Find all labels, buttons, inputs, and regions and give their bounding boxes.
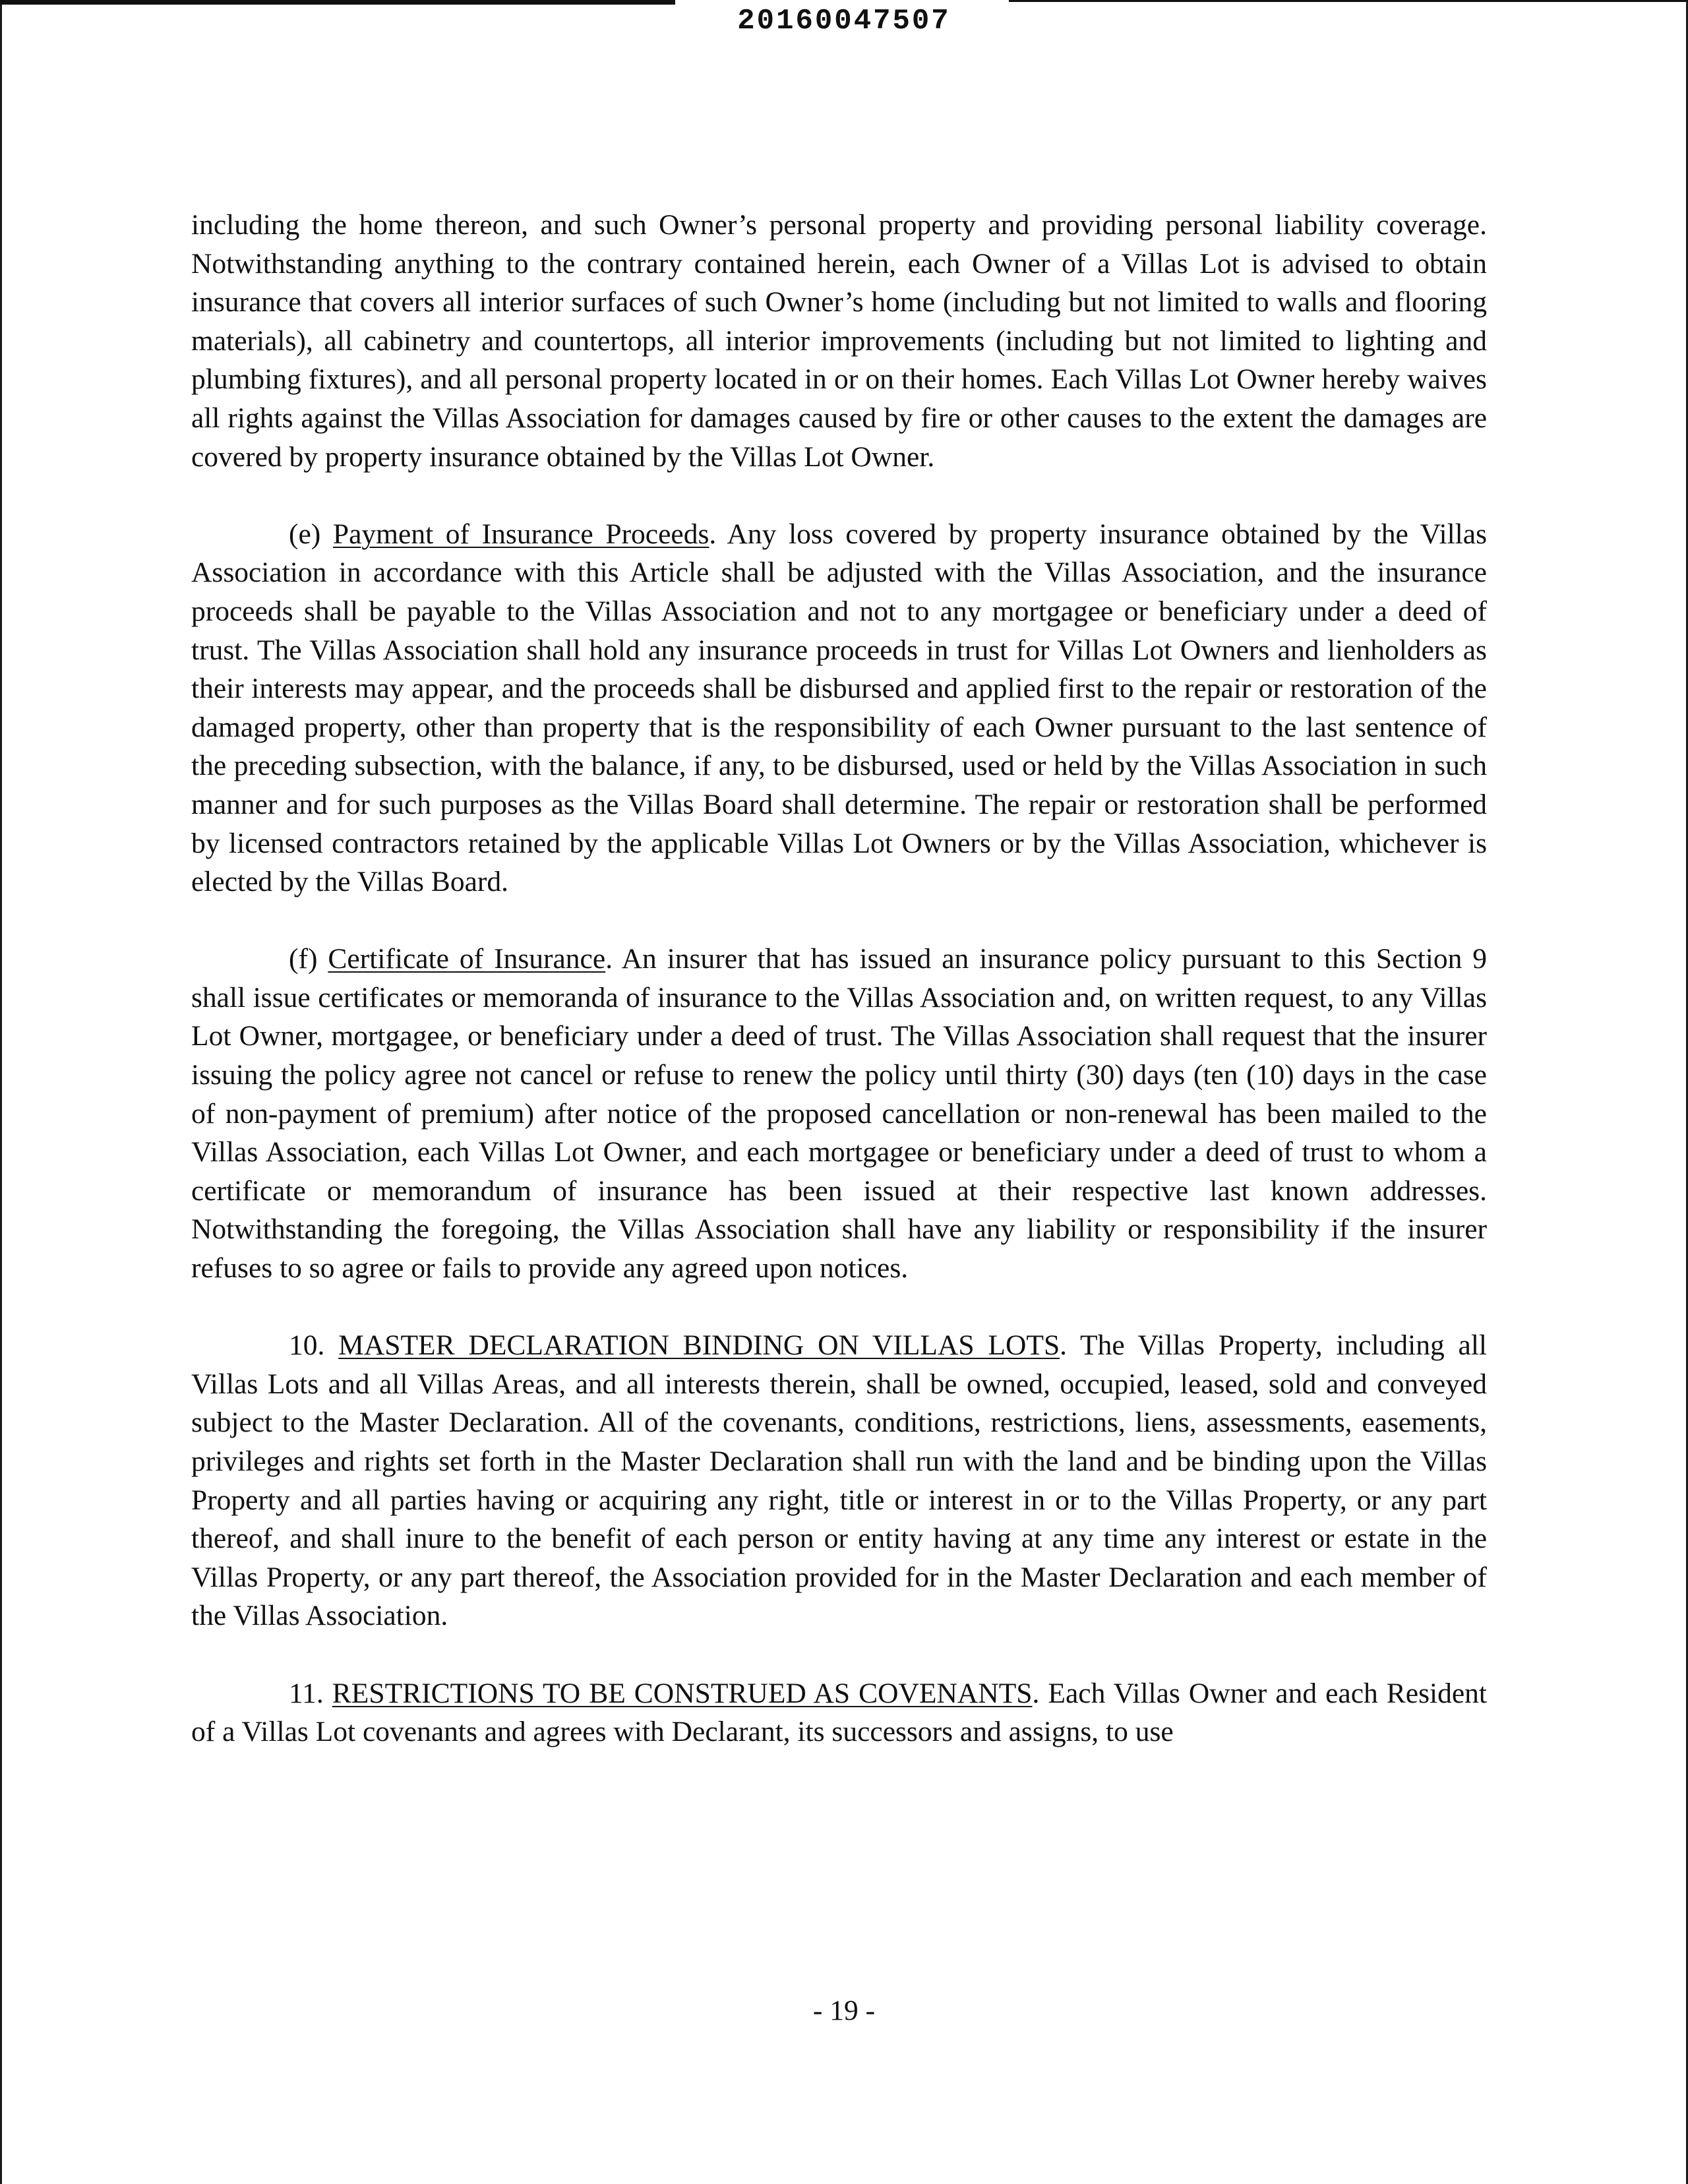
paragraph-11-restrictions [191,1674,1487,1751]
paragraph-text: . The Villas Property, including all Villas Lots and all Villas Areas, and all interests therein, shall be owned, occupied, leased, sold and conveyed subject to the Master Declaration. All of the covenants, conditions, restrictions, liens, assessments, easements, privileges and rights set forth in the Master Declaration shall run with the land and be binding upon the Villas Property and all parties having or acquiring any right, title or interest in or to the Villas Property, or any part thereof, and shall inure to the benefit of each person or entity having at any time any interest or estate in the Villas Property, or any part thereof, the Association provided for in the Master Declaration and each member of the Villas Association. [191,1329,1487,1632]
section-heading: MASTER DECLARATION BINDING ON VILLAS LOTS [338,1329,1060,1362]
paragraph-text: . Each Villas Owner and each Resident of a Villas Lot covenants and agrees with Declarant, its successors and assigns, to use [191,1677,1488,1748]
paragraph-e-payment-of-insurance-proceeds [191,515,1487,901]
paragraph-text: including the home thereon, and such Owner’s personal property and providing personal liability coverage. Notwithstanding anything to the contrary contained herein, each Owner of a Villas Lot is advised to obtain insurance that covers all interior surfaces of such Owner’s home (including but not limited to walls and flooring materials), all cabinetry and countertops, all interior improvements (including but not limited to lighting and plumbing fixtures), and all personal property located in or on their homes. Each Villas Lot Owner hereby waives all rights against the Villas Association for damages caused by fire or other causes to the extent the damages are covered by property insurance obtained by the Villas Lot Owner. [191,209,1487,473]
document-number: 20160047507 [737,5,951,38]
section-label: (e) [289,518,321,550]
paragraph-10-master-declaration [191,1326,1487,1635]
section-label: 10. [289,1329,325,1362]
section-heading: Certificate of Insurance [328,943,606,975]
section-label: 11. [289,1677,324,1709]
section-heading: RESTRICTIONS TO BE CONSTRUED AS COVENANTS [332,1677,1033,1709]
document-body [191,206,1487,1751]
scan-bar-right [1009,0,1688,2]
section-label: (f) [289,943,318,975]
paragraph-f-certificate-of-insurance [191,940,1487,1287]
paragraph-insurance-continuation [191,206,1487,476]
paragraph-text: . An insurer that has issued an insurance policy pursuant to this Section 9 shall issue certificates or memoranda of insurance to the Villas Association and, on written request, to any Villas Lot Owner, mortgagee, or beneficiary under a deed of trust. The Villas Association shall request that the insurer issuing the policy agree not cancel or refuse to renew the policy until thirty (30) days (ten (10) days in the case of non-payment of premium) after notice of the proposed cancellation or non-renewal has been mailed to the Villas Association, each Villas Lot Owner, and each mortgagee or beneficiary under a deed of trust to whom a certificate or memorandum of insurance has been issued at their respective last known addresses. Notwithstanding the foregoing, the Villas Association shall have any liability or responsibility if the insurer refuses to so agree or fails to provide any agreed upon notices. [191,943,1488,1285]
scan-edge-left [0,0,2,2184]
page-number: - 19 - [812,1995,876,2026]
paragraph-text: . Any loss covered by property insurance obtained by the Villas Association in accordance with this Article shall be adjusted with the Villas Association, and the insurance proceeds shall be payable to the Villas Association and not to any mortgagee or beneficiary under a deed of trust. The Villas Association shall hold any insurance proceeds in trust for Villas Lot Owners and lienholders as their interests may appear, and the proceeds shall be disbursed and applied first to the repair or restoration of the damaged property, other than property that is the responsibility of each Owner pursuant to the last sentence of the preceding subsection, with the balance, if any, to be disbursed, used or held by the Villas Association in such manner and for such purposes as the Villas Board shall determine. The repair or restoration shall be performed by licensed contractors retained by the applicable Villas Lot Owners or by the Villas Association, whichever is elected by the Villas Board. [191,518,1487,898]
section-heading: Payment of Insurance Proceeds [332,518,709,550]
